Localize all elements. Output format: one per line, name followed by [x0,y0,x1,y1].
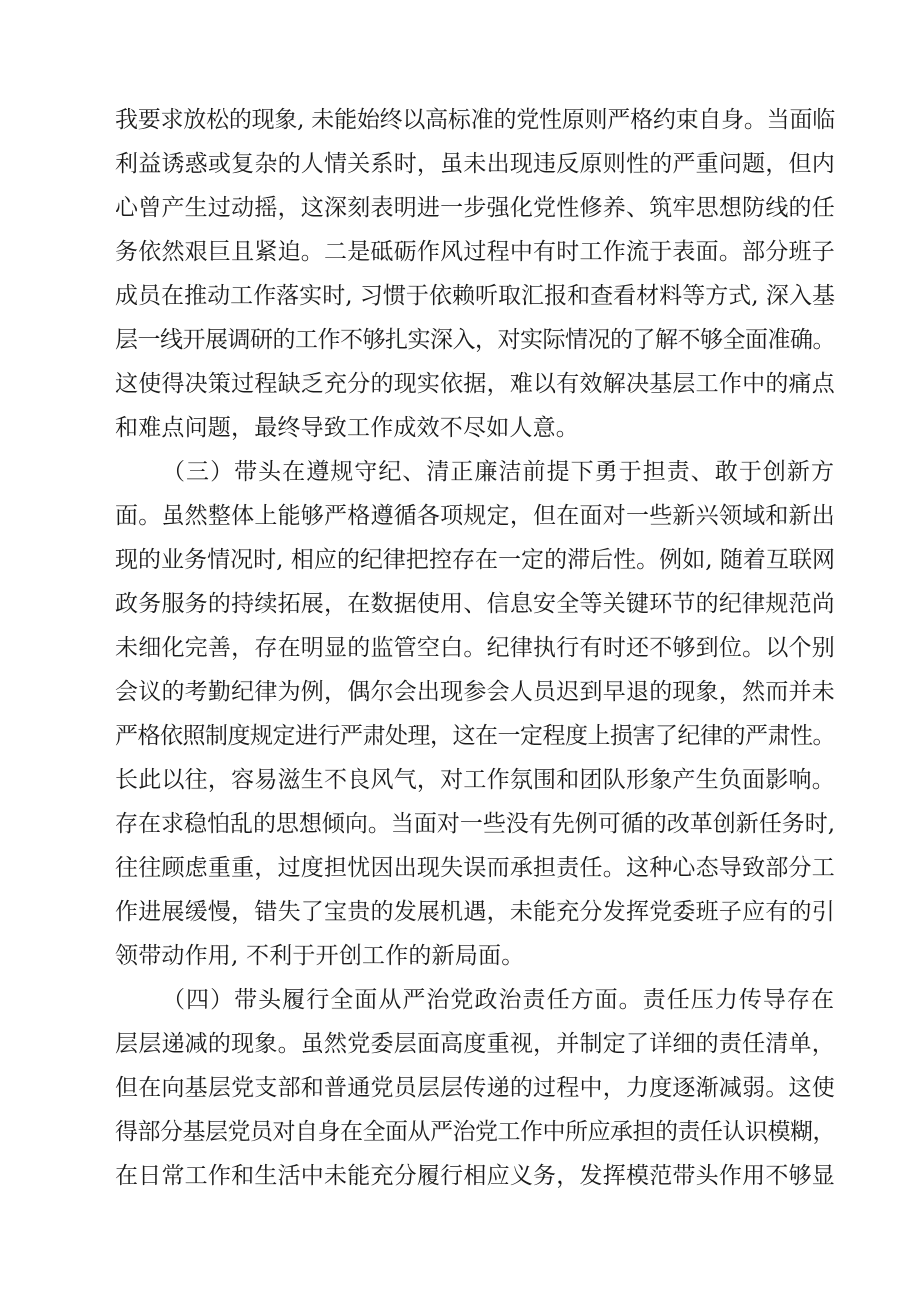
text-line: 这使得决策过程缺乏充分的现实依据，难以有效解决基层工作中的痛点 [115,371,835,397]
text-line: 和难点问题，最终导致工作成效不尽如人意。 [115,415,579,441]
text-line: 层层递减的现象。虽然党委层面高度重视，并制定了详细的责任清单， [115,1031,835,1057]
text-line: 成员在推动工作落实时, 习惯于依赖听取汇报和查看材料等方式, 深入基 [115,283,835,309]
text-line: 层一线开展调研的工作不够扎实深入，对实际情况的了解不够全面准确。 [115,327,835,353]
text-line: 作进展缓慢，错失了宝贵的发展机遇，未能充分发挥党委班子应有的引 [115,899,835,925]
text-line: 面。虽然整体上能够严格遵循各项规定，但在面对一些新兴领域和新出 [115,503,835,529]
text-line: 利益诱惑或复杂的人情关系时，虽未出现违反原则性的严重问题，但内 [115,151,835,177]
section-heading-line: （三）带头在遵规守纪、清正廉洁前提下勇于担责、敢于创新方 [162,459,835,485]
text-line: 领带动作用, 不利于开创工作的新局面。 [115,943,525,969]
text-line: 会议的考勤纪律为例，偶尔会出现参会人员迟到早退的现象，然而并未 [115,679,835,705]
text-line: 往往顾虑重重，过度担忧因出现失误而承担责任。这种心态导致部分工 [115,855,835,881]
text-line: 严格依照制度规定进行严肃处理，这在一定程度上损害了纪律的严肃性。 [115,723,835,749]
text-line: 未细化完善，存在明显的监管空白。纪律执行有时还不够到位。以个别 [115,635,835,661]
text-line: 我要求放松的现象, 未能始终以高标准的党性原则严格约束自身。当面临 [115,107,835,133]
text-line: 政务服务的持续拓展，在数据使用、信息安全等关键环节的纪律规范尚 [115,591,835,617]
text-line: 务依然艰巨且紧迫。二是砥砺作风过程中有时工作流于表面。部分班子 [115,239,835,265]
text-line: 心曾产生过动摇，这深刻表明进一步强化党性修养、筑牢思想防线的任 [115,195,835,221]
text-line: 在日常工作和生活中未能充分履行相应义务，发挥模范带头作用不够显 [115,1163,835,1189]
text-line: 但在向基层党支部和普通党员层层传递的过程中，力度逐渐减弱。这使 [115,1075,835,1101]
text-line: 现的业务情况时, 相应的纪律把控存在一定的滞后性。例如, 随着互联网 [115,547,835,573]
text-line: 存在求稳怕乱的思想倾向。当面对一些没有先例可循的改革创新任务时, [115,811,835,837]
section-heading-line: （四）带头履行全面从严治党政治责任方面。责任压力传导存在 [162,987,835,1013]
text-line: 长此以往，容易滋生不良风气，对工作氛围和团队形象产生负面影响。 [115,767,835,793]
text-line: 得部分基层党员对自身在全面从严治党工作中所应承担的责任认识模糊， [115,1119,835,1145]
